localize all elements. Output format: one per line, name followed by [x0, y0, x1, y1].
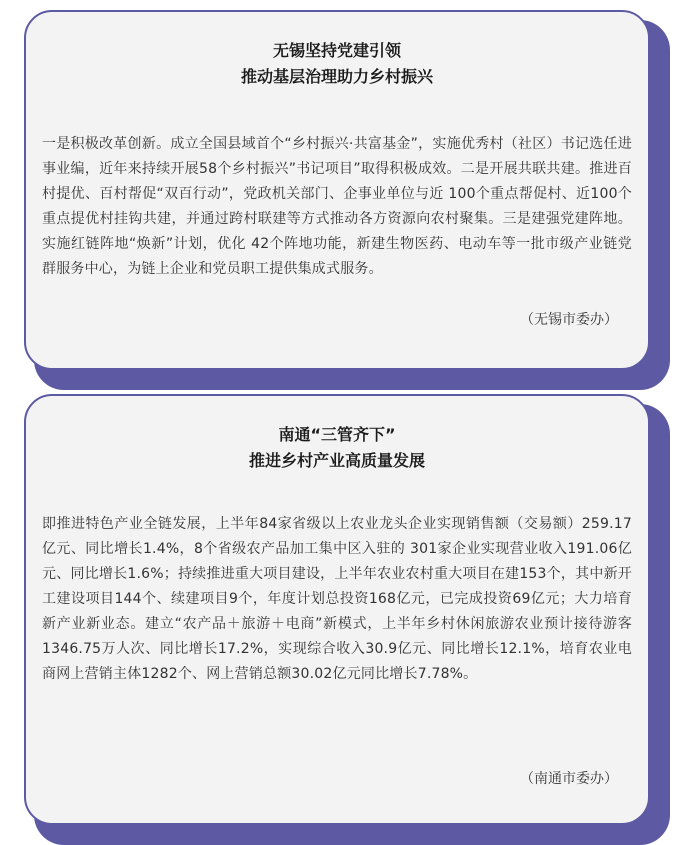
- card-title: [26, 422, 648, 474]
- card-title-line2: 推动基层治理助力乡村振兴: [240, 67, 433, 86]
- card-panel: [24, 10, 650, 370]
- card-title: [26, 38, 648, 90]
- news-card-nantong: [24, 394, 660, 835]
- card-source: （无锡市委办）: [520, 312, 618, 328]
- news-card-wuxi: [24, 10, 660, 380]
- card-title-line1: 无锡坚持党建引领: [272, 41, 401, 60]
- card-body-text: 一是积极改革创新。成立全国县域首个“乡村振兴·共富基金”，实施优秀村（社区）书记选任进事业编，近年来持续开展58个乡村振兴”书记项目”取得积极成效。二是开展共联共建。推进百村提优、百村帮促“双百行动”，党政机关部门、企事业单位与近 100个重点帮促村、近100个重点提优村挂钩共建，并通过跨村联建等方式推动各方资源向农村聚集。三是建强党建阵地。实施红链阵地“焕新”计划，优化 42个阵地功能，新建生物医药、电动车等一批市级产业链党群服务中心，为链上企业和党员职工提供集成式服务。: [42, 136, 632, 277]
- card-body-text: 即推进特色产业全链发展，上半年84家省级以上农业龙头企业实现销售额（交易额）259.17亿元、同比增长1.4%，8个省级农产品加工集中区入驻的 301家企业实现营业收入191.06亿元、同比增长1.6%；持续推进重大项目建设，上半年农业农村重大项目在建153个，其中新开工建设项目144个、续建项目9个，年度计划总投资168亿元，已完成投资69亿元；大力培育新产业新业态。建立“农产品＋旅游＋电商”新模式，上半年乡村休闲旅游农业预计接待游客1346.75万人次、同比增长17.2%，实现综合收入30.9亿元、同比增长12.1%，培育农业电商网上营销主体1282个、网上营销总额30.02亿元同比增长7.78%。: [42, 516, 632, 682]
- card-panel: [24, 394, 650, 825]
- card-title-line2: 推进乡村产业高质量发展: [248, 451, 425, 470]
- card-title-line1: 南通“三管齐下”: [278, 425, 396, 444]
- card-source: （南通市委办）: [520, 771, 618, 787]
